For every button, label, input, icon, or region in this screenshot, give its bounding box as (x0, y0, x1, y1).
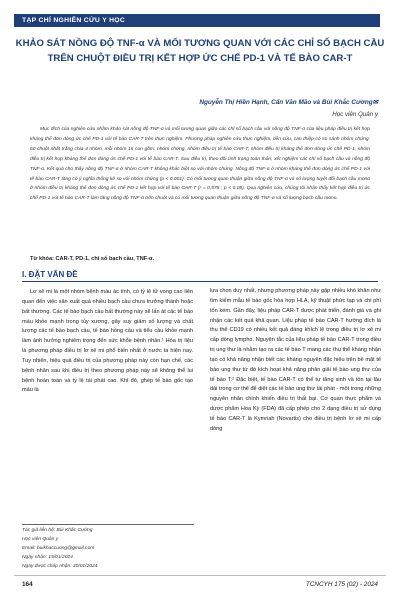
footnote-affiliation: Học viện Quân y (22, 537, 59, 542)
body-column-right: lựa chọn duy nhất, nhưng phương pháp này gặp nhiều khó khăn như tìm kiếm mẫu tế bào gốc hòa hợp HLA, kỹ thuật phức tạp và chi phí tốn kém. Gần đây, liệu pháp CAR-T được phát triển, đánh giá và ghi nhận các kết quả khả quan. Liệu pháp tế bào CAR-T hướng đích là thụ thể CD19 có nhiều kết quả đáng khích lệ trong điều trị lơ xê mi cấp dòng lympho. Nguyên tắc của liệu pháp tế bào CAR-T trong điều trị ung thư là nhằm tạo ra các tế bào T mang các thụ thể kháng nhận tạo có khả năng nhận biết các kháng nguyên đặc hiệu trên bề mặt tế bào ung thư từ đó kích hoạt khả năng phân giải tế bào ung thư của tế bào T.² Đặc biệt, tế bào CAR-T có thể tự tăng sinh và tồn tại lâu dài trong cơ thể để diệt các tế bào ung thư tái phát - một trong những nguyên nhân chính khiến điều trị thất bại. Cơ quan thực phẩm và dược phẩm Hoa Kỳ (FDA) đã cấp phép cho 2 dạng điều trị sử dụng tế bào CAR-T là Kymriah (Novartis) cho điều trị bệnh lơ xê mi cấp dòng (210, 288, 381, 432)
footnote-received-date: Ngày nhận: 15/01/2024 (22, 555, 73, 560)
footnote-email: Email: buikhaccuong@gmail.com (22, 546, 95, 551)
footnote-corresponding-author: Tác giả liên hệ: Bùi Khắc Cường (22, 528, 93, 533)
keywords: Từ khóa: CAR-T, PD-1, chỉ số bạch cầu, TNF-α. (30, 256, 155, 262)
body-column-left: Lơ xê mi là một nhóm bệnh máu ác tính, có tỷ lệ tử vong cao liên quan đến việc sản xuất quá nhiều bạch cầu chưa trưởng thành hoặc bất thường. Các tế bào bạch cầu bất thường này sẽ lấn át các tế bào máu khỏe mạnh trong tủy xương, gây suy giảm số lượng và chất lượng các tế bào bạch cầu, tế bào hồng cầu và tiểu cầu khỏe mạnh làm ảnh hưởng nghiêm trọng đến sức khỏe bệnh nhân.¹ Hóa trị liệu là phương pháp điều trị lơ xê mi phổ biến nhất ở nước ta hiện nay. Tuy nhiên, hiệu quả điều trị của phương pháp này còn hạn chế, các bệnh nhân sau khi điều trị theo phương pháp này sẽ không thể lui bệnh hoàn toàn và tỷ lệ tái phát cao. Khi đó, ghép tế bào gốc tạo máu là (22, 289, 193, 394)
article-title: KHẢO SÁT NỒNG ĐỘ TNF-α VÀ MỐI TƯƠNG QUAN VỚI CÁC CHỈ SỐ BẠCH CẦU TRÊN CHUỘT ĐIỀU TRỊ KẾT HỢP ỨC CHẾ PD-1 VÀ TẾ BÀO CAR-T (15, 38, 385, 64)
author-names: Nguyễn Thị Hiền Hạnh, Cấn Văn Mão và Bùi Khắc Cường (199, 99, 373, 106)
journal-issue: TCNCYH 175 (02) - 2024 (305, 581, 378, 588)
page-number: 164 (22, 581, 33, 588)
abstract: Mục đích của nghiên cứu nhằm khảo sát nồng độ TNF-α và mối tương quan giữa các chỉ số bạch cầu với nồng độ TNF-α của liệu pháp điều trị kết hợp kháng thể đơn dòng ức chế PD-1 với tế bào CAR-T trên thực nghiệm. Phương pháp nghiên cứu thực nghiệm, tiến cứu, can thiệp có so sánh nhóm chứng: 60 chuột nhắt trắng chia 4 nhóm, mỗi nhóm 15 con gồm: nhóm chứng, nhóm điều trị tế bào CAR-T, nhóm điều trị kháng thể đơn dòng ức chế PD-1, nhóm điều trị kết hợp kháng thể đơn dòng ức chế PD-1 với tế bào CAR-T. Sau điều trị, theo dõi tình trạng toàn thân, xét nghiệm các chỉ số bạch cầu và nồng độ TNF-α. Kết quả cho thấy nồng độ TNF-α ở nhóm CAR-T không khác biệt so với nhóm chứng. Nồng độ TNF-α ở nhóm kháng thể đơn dòng ức chế PD-1 với tế bào CAR-T tăng có ý nghĩa thống kê so với nhóm chứng (p < 0,001). Có mối tương quan thuận giữa nồng độ TNF-α và số lượng tuyệt đối bạch cầu mono ở nhóm điều trị kháng thể đơn dòng ức chế PD-1 kết hợp với tế bào CAR-T (r = 0,578 ; p < 0,05). Qua nghiên cứu, chúng tôi nhận thấy kết hợp điều trị ức chế PD-1 với tế bào CAR-T làm tăng nồng độ TNF-α trên chuột và có mối tương quan thuận giữa nồng độ TNF-α và số lượng bạch cầu mono. (30, 127, 370, 202)
footer-divider (14, 575, 386, 576)
section-divider (22, 281, 378, 282)
author-affiliation: Học viện Quân y (332, 111, 378, 118)
author-line (199, 98, 378, 106)
section-heading: I. ĐẶT VẤN ĐỀ (22, 270, 78, 279)
corresponding-author-icon: ✉ (372, 99, 378, 106)
journal-category-banner: TẠP CHÍ NGHIÊN CỨU Y HỌC (14, 14, 380, 27)
footnote-divider (22, 524, 194, 525)
footnotes (22, 526, 97, 571)
footnote-accepted-date: Ngày được chấp nhận: 30/01/2024 (22, 564, 98, 569)
